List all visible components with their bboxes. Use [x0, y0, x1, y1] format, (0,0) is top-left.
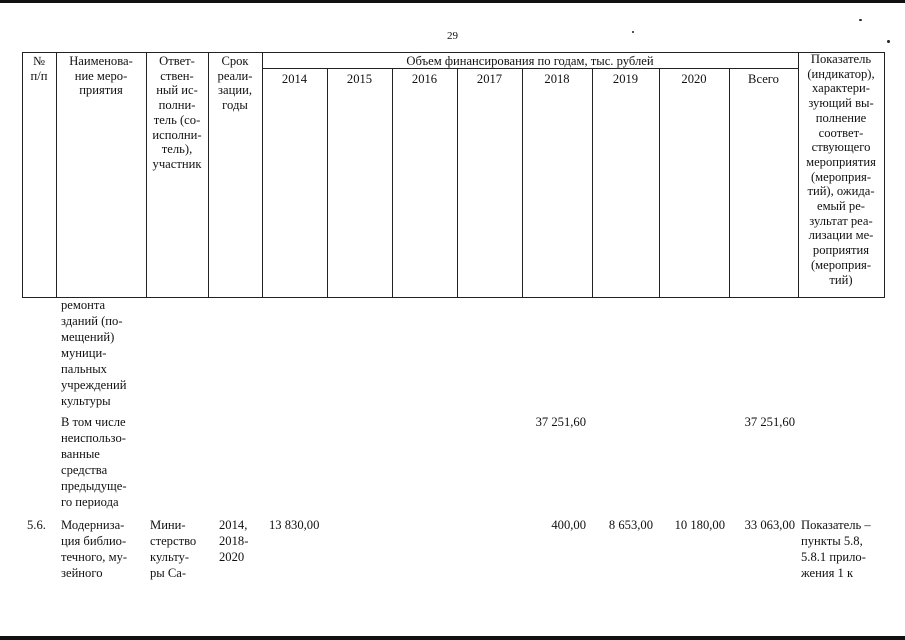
row-5-6-period: 2014, 2018- 2020: [219, 518, 249, 564]
unused-funds-2018: 37 251,60: [535, 415, 586, 429]
header-year-2017: 2017: [476, 72, 503, 86]
row-5-6-2014: 13 830,00: [269, 518, 320, 532]
header-year-2015: 2015: [346, 72, 373, 86]
header-responsible: Ответ- ствен- ный ис- полни- тель (со- исполни- тель), участник: [152, 54, 202, 171]
header-year-2018: 2018: [544, 72, 570, 86]
unused-funds-total: 37 251,60: [744, 415, 795, 429]
header-period: Срок реали- зации, годы: [217, 54, 253, 113]
header-year-2014: 2014: [281, 72, 308, 86]
row-5-6-2020: 10 180,00: [674, 518, 725, 532]
bottom-border: [0, 636, 905, 640]
header-financing: Объем финансирования по годам, тыс. рублей: [406, 54, 654, 68]
header-name: Наименова- ние меро- приятия: [69, 54, 133, 98]
row-5-6-total: 33 063,00: [744, 518, 795, 532]
page-number: 29: [447, 30, 458, 42]
row-5-6-name: Модерниза- ция библио- течного, му- зейного: [61, 518, 128, 580]
table-header: [22, 52, 885, 298]
unused-funds-name: В том числе неиспользо- ванные средства предыдуще- го периода: [61, 415, 127, 509]
scan-speck: [859, 19, 862, 21]
row-5-6-2019: 8 653,00: [608, 518, 653, 532]
row-5-6-indicator: Показатель – пункты 5.8, 5.8.1 прило- жения 1 к: [801, 518, 871, 580]
header-num: № п/п: [30, 54, 48, 83]
header-year-2019: 2019: [612, 72, 639, 86]
header-year-2020: 2020: [681, 72, 707, 86]
row-5-6-responsible: Мини- стерство культу- ры Са-: [150, 518, 197, 580]
header-total: Всего: [748, 72, 779, 86]
row-5-6-number: 5.6.: [27, 518, 46, 532]
row-5-6-2018: 400,00: [551, 518, 586, 532]
header-year-2016: 2016: [411, 72, 438, 86]
header-indicator: Показатель (индикатор), характери- зующий вы- полнение соответ- ствующего мероприятия (мероприя- тий), ожида- емый ре- зультат реа- лизации ме- роприятия (мероприя- тий): [806, 52, 876, 287]
top-border: [0, 0, 905, 3]
continuation-name: ремонта зданий (по- мещений) муници- пальных учреждений культуры: [61, 298, 127, 408]
